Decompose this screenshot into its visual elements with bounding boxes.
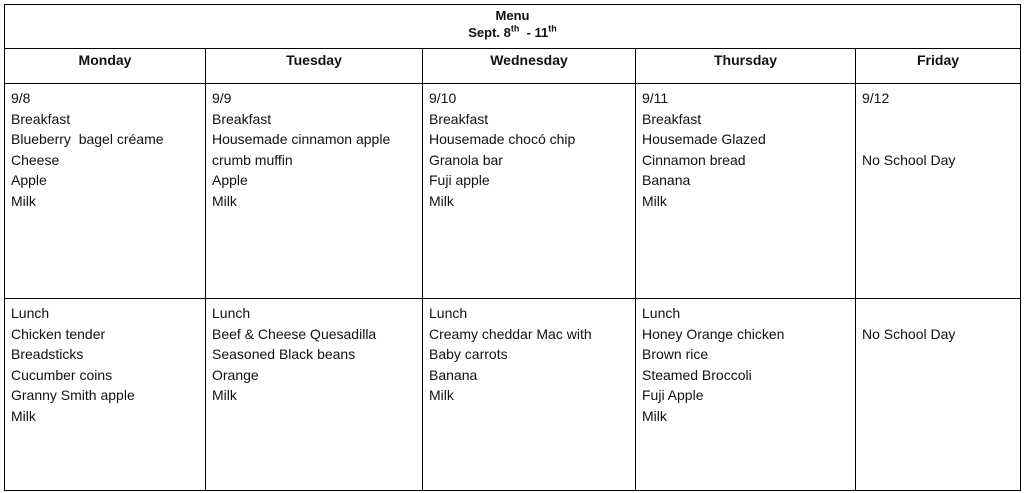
menu-dates: Sept. 8th - 11th: [468, 23, 557, 40]
menu-line: Breakfast: [429, 110, 489, 127]
menu-line: Steamed Broccoli: [642, 366, 752, 383]
menu-line: Cucumber coins: [11, 366, 113, 383]
blank-line: [862, 129, 1014, 150]
menu-line: Creamy cheddar Mac with: [429, 325, 592, 342]
no-school-label: No School Day: [862, 325, 956, 342]
menu-line: Housemade cinnamon apple: [212, 131, 391, 147]
menu-line: Milk: [212, 387, 237, 403]
menu-line: Housemade Glazed: [642, 131, 766, 147]
breakfast-cell-monday: [5, 84, 206, 299]
menu-line: Granny Smith apple: [11, 387, 135, 403]
menu-line: Blueberry bagel créame: [11, 131, 164, 147]
lunch-cell-tuesday: [206, 299, 423, 491]
menu-line: Chicken tender: [11, 325, 106, 342]
day-header-friday: Friday: [856, 49, 1021, 84]
blank-line: [862, 109, 1014, 130]
menu-line: Cheese: [11, 151, 60, 168]
menu-line: Lunch: [642, 305, 681, 321]
menu-line: Brown rice: [642, 346, 709, 362]
menu-line: 9/8: [11, 90, 31, 106]
lunch-cell-thursday: [636, 299, 856, 491]
menu-line: Banana: [429, 366, 478, 383]
menu-line: 9/10: [429, 90, 457, 106]
menu-line: Apple: [212, 172, 248, 188]
menu-line: Milk: [642, 407, 667, 424]
menu-line: Cinnamon bread: [642, 151, 746, 168]
menu-line: Seasoned Black beans: [212, 346, 356, 362]
breakfast-cell-tuesday: [206, 84, 423, 299]
menu-line: Baby carrots: [429, 346, 508, 362]
menu-line: Banana: [642, 172, 691, 188]
menu-line: Lunch: [11, 305, 50, 321]
day-header-wednesday: Wednesday: [423, 49, 636, 84]
menu-line: Milk: [11, 192, 36, 209]
lunch-cell-friday: [856, 299, 1021, 491]
menu-line: 9/12: [862, 90, 890, 106]
menu-line: Milk: [429, 387, 454, 403]
menu-title-cell: [5, 5, 1021, 49]
day-header-tuesday: Tuesday: [206, 49, 423, 84]
no-school-label: No School Day: [862, 151, 956, 168]
menu-table: [4, 4, 1021, 491]
day-header-monday: Monday: [5, 49, 206, 84]
menu-line: 9/11: [642, 90, 669, 106]
menu-line: Apple: [11, 172, 47, 188]
menu-line: Honey Orange chicken: [642, 325, 785, 342]
menu-line: Lunch: [212, 305, 251, 321]
menu-line: Milk: [11, 407, 36, 424]
menu-line: Granola bar: [429, 151, 503, 168]
blank-line: [862, 303, 1014, 324]
menu-line: Milk: [642, 192, 667, 209]
menu-line: Fuji apple: [429, 172, 490, 188]
menu-line: Housemade chocó chip: [429, 131, 576, 147]
breakfast-cell-friday: [856, 84, 1021, 299]
lunch-cell-monday: [5, 299, 206, 491]
menu-line: Fuji Apple: [642, 387, 704, 403]
menu-line: Breakfast: [642, 110, 702, 127]
menu-line: crumb muffin: [212, 151, 293, 168]
menu-line: Orange: [212, 366, 259, 383]
menu-line: 9/9: [212, 90, 232, 106]
breakfast-cell-wednesday: [423, 84, 636, 299]
lunch-cell-wednesday: [423, 299, 636, 491]
menu-title: Menu: [495, 8, 530, 23]
day-header-thursday: Thursday: [636, 49, 856, 84]
menu-line: Lunch: [429, 305, 468, 321]
menu-line: Milk: [212, 192, 237, 209]
menu-line: Breakfast: [212, 110, 272, 127]
menu-line: Breadsticks: [11, 346, 84, 362]
menu-line: Milk: [429, 192, 454, 209]
menu-line: Breakfast: [11, 110, 71, 127]
breakfast-cell-thursday: [636, 84, 856, 299]
menu-line: Beef & Cheese Quesadilla: [212, 325, 377, 342]
